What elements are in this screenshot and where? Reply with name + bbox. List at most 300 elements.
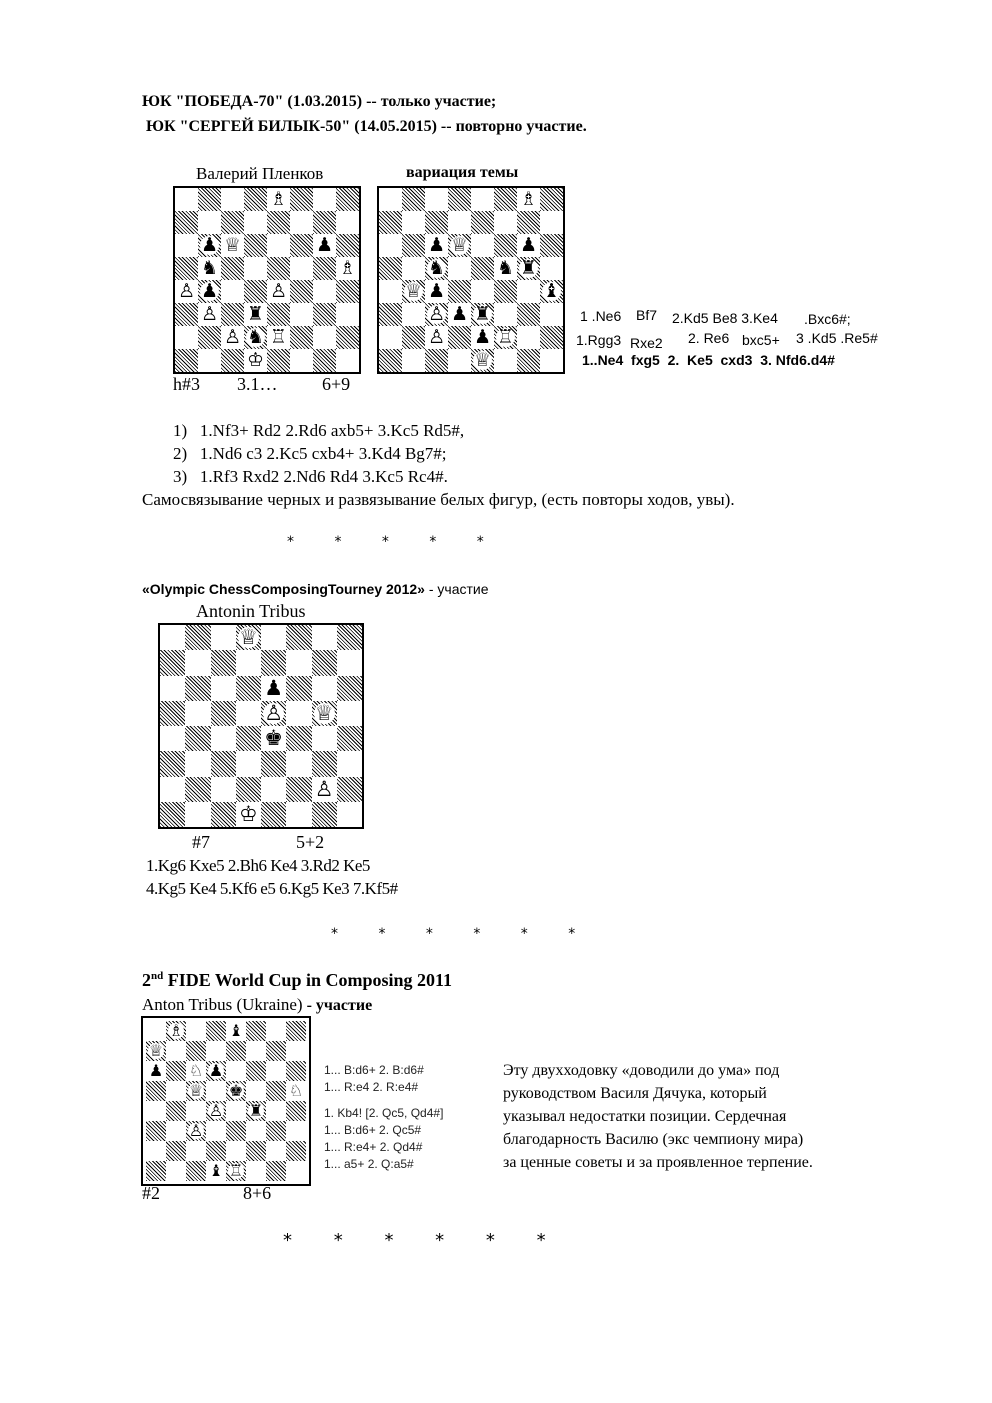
board-square <box>246 1061 266 1081</box>
white-pawn-icon: ♙ <box>200 303 219 325</box>
board-square <box>246 1021 266 1041</box>
board-square <box>290 326 313 349</box>
header-line-1: ЮК "ПОБЕДА-70" (1.03.2015) -- только участие; <box>142 93 497 110</box>
problem3-participation: - участие <box>302 997 373 1014</box>
board-square <box>402 234 425 257</box>
board-square <box>286 1141 306 1161</box>
board-square <box>494 303 517 326</box>
board-square <box>494 349 517 372</box>
board-square <box>313 303 336 326</box>
board-square <box>261 802 286 827</box>
problem1-stipulation: h#3 <box>173 374 200 394</box>
black-knight-icon: ♞ <box>427 257 446 279</box>
board-square <box>198 349 221 372</box>
board-square <box>244 280 267 303</box>
white-rook-icon: ♖ <box>228 1161 244 1180</box>
board-square <box>246 1081 266 1101</box>
board-square <box>246 1121 266 1141</box>
board-square <box>313 211 336 234</box>
board-square <box>286 1021 306 1041</box>
board-square <box>236 726 261 751</box>
board-square <box>312 751 337 776</box>
board-square <box>175 257 198 280</box>
board-square <box>540 234 563 257</box>
board-square <box>286 1101 306 1121</box>
problem3-title-num: 2 <box>142 970 151 990</box>
board-square <box>517 349 540 372</box>
white-pawn-icon: ♙ <box>427 303 446 325</box>
black-rook-icon: ♜ <box>246 303 265 325</box>
white-queen-icon: ♕ <box>450 234 469 256</box>
board-square <box>379 257 402 280</box>
board-square <box>494 211 517 234</box>
white-bishop-icon: ♗ <box>338 257 357 279</box>
board-square <box>206 1081 226 1101</box>
board-square <box>312 650 337 675</box>
board-square <box>379 326 402 349</box>
problem3-thanks <box>503 1059 813 1174</box>
black-rook-icon: ♜ <box>473 303 492 325</box>
board-square <box>185 751 210 776</box>
board-square <box>290 188 313 211</box>
board-square <box>236 676 261 701</box>
black-knight-icon: ♞ <box>496 257 515 279</box>
board-square <box>379 303 402 326</box>
variation-title: вариация темы <box>406 164 519 181</box>
board-square <box>337 625 362 650</box>
board-square <box>175 349 198 372</box>
board-square <box>160 676 185 701</box>
board-square <box>286 777 311 802</box>
board-square <box>266 1121 286 1141</box>
board-square <box>286 650 311 675</box>
black-pawn-icon: ♟ <box>473 326 492 348</box>
board-square <box>425 188 448 211</box>
problem1-piece-count: 6+9 <box>322 374 351 394</box>
board-square <box>261 751 286 776</box>
board-square <box>185 802 210 827</box>
problem1-chessboard <box>173 186 361 374</box>
board-square <box>290 280 313 303</box>
board-square <box>185 676 210 701</box>
board-square <box>267 257 290 280</box>
white-queen-icon: ♕ <box>473 349 492 371</box>
board-square <box>261 777 286 802</box>
board-square <box>261 650 286 675</box>
board-square <box>186 1101 206 1121</box>
white-pawn-icon: ♙ <box>177 280 196 302</box>
board-square <box>402 211 425 234</box>
board-square <box>211 650 236 675</box>
board-square <box>266 1041 286 1061</box>
board-square <box>286 701 311 726</box>
problem3-piece-count: 8+6 <box>243 1183 272 1203</box>
white-pawn-icon: ♙ <box>188 1121 204 1140</box>
black-bishop-icon: ♝ <box>208 1161 224 1180</box>
problem3-line-1: 1... B:d6+ 2. B:d6# <box>324 1063 424 1077</box>
board-square <box>211 751 236 776</box>
board-square <box>185 625 210 650</box>
black-pawn-icon: ♟ <box>427 234 446 256</box>
board-square <box>211 676 236 701</box>
board-square <box>206 1141 226 1161</box>
board-square <box>211 701 236 726</box>
board-square <box>540 349 563 372</box>
board-square <box>261 625 286 650</box>
board-square <box>402 188 425 211</box>
board-square <box>337 676 362 701</box>
problem3-title-sup: nd <box>151 970 164 982</box>
problem2-tourney-line <box>142 581 489 597</box>
variation-note-1c: 2.Kd5 Be8 3.Ke4 <box>672 310 778 326</box>
board-square <box>448 349 471 372</box>
board-square <box>236 701 261 726</box>
thanks-line-5: за ценные советы и за проявленное терпение. <box>503 1154 813 1171</box>
white-queen-icon: ♕ <box>223 234 242 256</box>
thanks-line-4: благодарность Василю (экс чемпиону мира) <box>503 1131 804 1148</box>
white-rook-icon: ♖ <box>496 326 515 348</box>
board-square <box>221 211 244 234</box>
board-square <box>244 257 267 280</box>
black-rook-icon: ♜ <box>519 257 538 279</box>
problem2-piece-count: 5+2 <box>296 832 325 852</box>
board-square <box>166 1041 186 1061</box>
problem2-stipulation: #7 <box>192 832 210 852</box>
black-pawn-icon: ♟ <box>148 1061 164 1080</box>
board-square <box>286 802 311 827</box>
board-square <box>540 257 563 280</box>
header-line-2: ЮК "СЕРГЕЙ БИЛЫК-50" (14.05.2015) -- повторно участие. <box>146 118 587 135</box>
board-square <box>312 802 337 827</box>
board-square <box>517 211 540 234</box>
board-square <box>313 280 336 303</box>
problem3-chessboard <box>142 1017 310 1185</box>
problem1-solution-2: 2) 1.Nd6 c3 2.Kc5 cxb4+ 3.Kd4 Bg7#; <box>173 444 447 463</box>
board-square <box>160 802 185 827</box>
black-pawn-icon: ♟ <box>264 675 284 700</box>
problem2-author: Antonin Tribus <box>196 601 306 621</box>
board-square <box>267 211 290 234</box>
board-square <box>166 1161 186 1181</box>
board-square <box>448 188 471 211</box>
board-square <box>286 1041 306 1061</box>
black-pawn-icon: ♟ <box>208 1061 224 1080</box>
board-square <box>186 1041 206 1061</box>
board-square <box>211 625 236 650</box>
board-square <box>175 188 198 211</box>
board-square <box>337 726 362 751</box>
board-square <box>267 234 290 257</box>
board-square <box>337 701 362 726</box>
board-square <box>267 303 290 326</box>
board-square <box>471 234 494 257</box>
thanks-line-1: Эту двухходовку «доводили до ума» под <box>503 1062 780 1079</box>
board-square <box>244 211 267 234</box>
board-square <box>175 211 198 234</box>
board-square <box>198 188 221 211</box>
white-queen-icon: ♕ <box>314 700 334 725</box>
problem3-title-rest: FIDE World Cup in Composing 2011 <box>163 970 452 990</box>
board-square <box>246 1141 266 1161</box>
board-square <box>312 726 337 751</box>
problem3-author: Anton Tribus (Ukraine) <box>142 995 303 1014</box>
board-square <box>379 349 402 372</box>
problem3-line-2: 1... R:e4 2. R:e4# <box>324 1080 419 1094</box>
black-pawn-icon: ♟ <box>450 303 469 325</box>
board-square <box>336 188 359 211</box>
board-square <box>146 1141 166 1161</box>
board-square <box>166 1061 186 1081</box>
board-square <box>286 1121 306 1141</box>
board-square <box>266 1081 286 1101</box>
black-king-icon: ♚ <box>264 726 284 751</box>
board-square <box>206 1041 226 1061</box>
problem1-solution-3: 3) 1.Rf3 Rxd2 2.Nd6 Rd4 3.Kc5 Rc4#. <box>173 467 448 486</box>
board-square <box>336 211 359 234</box>
board-square <box>290 234 313 257</box>
board-square <box>494 280 517 303</box>
board-square <box>337 802 362 827</box>
variation-note-2d: bxc5+ <box>742 332 780 348</box>
board-square <box>402 326 425 349</box>
black-pawn-icon: ♟ <box>315 234 334 256</box>
board-square <box>337 650 362 675</box>
black-pawn-icon: ♟ <box>200 280 219 302</box>
problem2-solution-2: 4.Kg5 Ke4 5.Kf6 e5 6.Kg5 Ke3 7.Kf5# <box>146 879 398 898</box>
thanks-line-3: указывал недостатки позиции. Сердечная <box>503 1108 787 1125</box>
problem3-line-7: 1... a5+ 2. Q:a5# <box>324 1157 414 1171</box>
black-rook-icon: ♜ <box>248 1101 264 1120</box>
board-square <box>425 211 448 234</box>
board-square <box>290 211 313 234</box>
board-square <box>166 1081 186 1101</box>
board-square <box>290 349 313 372</box>
board-square <box>185 726 210 751</box>
board-square <box>226 1141 246 1161</box>
board-square <box>517 280 540 303</box>
board-square <box>336 303 359 326</box>
problem1-solution-1: 1) 1.Nf3+ Rd2 2.Rd6 axb5+ 3.Kc5 Rd5#, <box>173 421 465 440</box>
variation-note-1a: 1 .Ne6 <box>580 308 622 324</box>
board-square <box>337 751 362 776</box>
white-queen-icon: ♕ <box>188 1081 204 1100</box>
problem2-participation: - участие <box>424 581 489 597</box>
board-square <box>313 188 336 211</box>
board-square <box>448 257 471 280</box>
board-square <box>146 1021 166 1041</box>
board-square <box>336 349 359 372</box>
board-square <box>244 188 267 211</box>
variation-note-1d: .Bxc6#; <box>804 311 851 327</box>
board-square <box>226 1061 246 1081</box>
black-knight-icon: ♞ <box>200 257 219 279</box>
white-bishop-icon: ♗ <box>519 188 538 210</box>
white-pawn-icon: ♙ <box>264 700 284 725</box>
board-square <box>221 257 244 280</box>
board-square <box>313 349 336 372</box>
board-square <box>186 1021 206 1041</box>
board-square <box>286 1061 306 1081</box>
board-square <box>226 1101 246 1121</box>
board-square <box>166 1121 186 1141</box>
board-square <box>286 1161 306 1181</box>
board-square <box>379 211 402 234</box>
board-square <box>160 701 185 726</box>
problem3-line-5: 1... B:d6+ 2. Qc5# <box>324 1123 422 1137</box>
board-square <box>221 303 244 326</box>
separator-stars-2: * * * * * * <box>331 926 594 942</box>
board-square <box>266 1141 286 1161</box>
board-square <box>286 726 311 751</box>
board-square <box>236 751 261 776</box>
board-square <box>540 326 563 349</box>
separator-stars-1: * * * * * <box>287 534 502 550</box>
board-square <box>246 1041 266 1061</box>
white-knight-icon: ♘ <box>188 1061 204 1080</box>
white-pawn-icon: ♙ <box>223 326 242 348</box>
board-square <box>312 676 337 701</box>
board-square <box>244 234 267 257</box>
board-square <box>160 650 185 675</box>
board-square <box>286 625 311 650</box>
board-square <box>336 280 359 303</box>
board-square <box>221 349 244 372</box>
board-square <box>379 280 402 303</box>
board-square <box>448 280 471 303</box>
board-square <box>313 257 336 280</box>
board-square <box>312 625 337 650</box>
board-square <box>290 303 313 326</box>
board-square <box>471 188 494 211</box>
black-knight-icon: ♞ <box>246 326 265 348</box>
problem1-author: Валерий Пленков <box>196 164 324 183</box>
board-square <box>186 1141 206 1161</box>
board-square <box>286 751 311 776</box>
white-bishop-icon: ♗ <box>269 188 288 210</box>
board-square <box>379 188 402 211</box>
board-square <box>206 1021 226 1041</box>
board-square <box>540 188 563 211</box>
problem3-line-4: 1. Kb4! [2. Qc5, Qd4#] <box>324 1106 444 1120</box>
board-square <box>402 349 425 372</box>
black-pawn-icon: ♟ <box>519 234 538 256</box>
problem3-author-line <box>142 995 372 1015</box>
white-queen-icon: ♕ <box>238 625 258 650</box>
board-square <box>160 777 185 802</box>
problem1-comment: Самосвязывание черных и развязывание белых фигур, (есть повторы ходов, увы). <box>142 490 735 509</box>
board-square <box>160 625 185 650</box>
board-square <box>166 1141 186 1161</box>
white-pawn-icon: ♙ <box>427 326 446 348</box>
board-square <box>402 257 425 280</box>
white-queen-icon: ♕ <box>404 280 423 302</box>
board-square <box>290 257 313 280</box>
board-square <box>211 777 236 802</box>
variation-chessboard <box>377 186 565 374</box>
white-queen-icon: ♕ <box>148 1041 164 1060</box>
board-square <box>246 1161 266 1181</box>
white-bishop-icon: ♗ <box>168 1021 184 1040</box>
black-bishop-icon: ♝ <box>228 1021 244 1040</box>
white-pawn-icon: ♙ <box>269 280 288 302</box>
board-square <box>146 1101 166 1121</box>
board-square <box>448 326 471 349</box>
board-square <box>146 1161 166 1181</box>
board-square <box>266 1101 286 1121</box>
white-king-icon: ♔ <box>246 349 265 371</box>
black-pawn-icon: ♟ <box>200 234 219 256</box>
board-square <box>337 777 362 802</box>
black-bishop-icon: ♝ <box>542 280 561 302</box>
board-square <box>146 1121 166 1141</box>
board-square <box>448 211 471 234</box>
board-square <box>471 257 494 280</box>
board-square <box>266 1061 286 1081</box>
board-square <box>266 1161 286 1181</box>
board-square <box>175 234 198 257</box>
board-square <box>198 211 221 234</box>
board-square <box>494 234 517 257</box>
board-square <box>211 802 236 827</box>
board-square <box>160 726 185 751</box>
board-square <box>226 1121 246 1141</box>
board-square <box>146 1081 166 1101</box>
board-square <box>267 349 290 372</box>
board-square <box>540 211 563 234</box>
board-square <box>221 280 244 303</box>
black-king-icon: ♚ <box>228 1081 244 1100</box>
board-square <box>206 1121 226 1141</box>
board-square <box>186 1161 206 1181</box>
board-square <box>226 1041 246 1061</box>
separator-stars-3: * * * * * * <box>283 1230 564 1251</box>
problem3-stipulation: #2 <box>142 1183 160 1203</box>
problem1-twin: 3.1… <box>237 374 278 394</box>
problem2-tourney: «Olympic ChessComposingTourney 2012» <box>142 581 425 597</box>
white-rook-icon: ♖ <box>269 326 288 348</box>
board-square <box>336 234 359 257</box>
board-square <box>160 751 185 776</box>
variation-note-2c: 2. Re6 <box>688 330 730 346</box>
thanks-line-2: руководством Василя Дячука, который <box>503 1085 767 1102</box>
problem3-line-gap <box>324 1096 443 1105</box>
board-square <box>236 650 261 675</box>
board-square <box>221 188 244 211</box>
variation-note-2b: Rxe2 <box>630 335 663 351</box>
board-square <box>286 676 311 701</box>
problem3-title <box>142 970 452 991</box>
black-pawn-icon: ♟ <box>427 280 446 302</box>
board-square <box>313 326 336 349</box>
board-square <box>175 326 198 349</box>
variation-note-1b: Bf7 <box>636 307 658 323</box>
white-king-icon: ♔ <box>238 801 258 826</box>
board-square <box>175 303 198 326</box>
board-square <box>379 234 402 257</box>
board-square <box>266 1021 286 1041</box>
board-square <box>336 326 359 349</box>
board-square <box>198 326 221 349</box>
board-square <box>211 726 236 751</box>
board-square <box>517 326 540 349</box>
board-square <box>471 280 494 303</box>
board-square <box>402 303 425 326</box>
board-square <box>236 777 261 802</box>
problem2-chessboard <box>158 623 364 829</box>
white-pawn-icon: ♙ <box>314 776 334 801</box>
variation-note-3: 1..Ne4 fxg5 2. Ke5 cxd3 3. Nfd6.d4# <box>582 352 835 368</box>
board-square <box>185 650 210 675</box>
